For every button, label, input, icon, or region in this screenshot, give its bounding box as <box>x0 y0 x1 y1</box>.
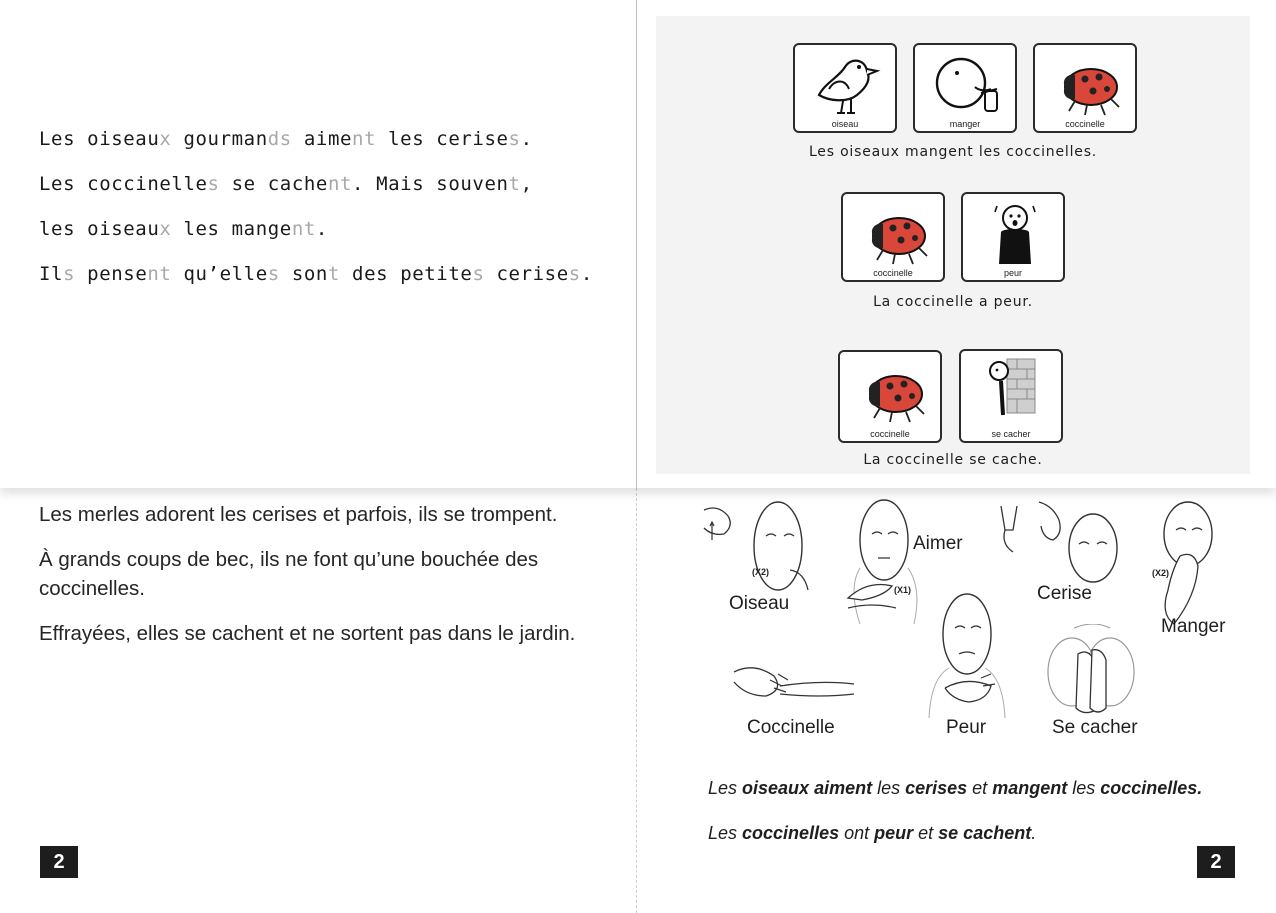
keyword: coccinelles <box>742 823 840 843</box>
text-segment: les mange <box>171 218 292 240</box>
text-segment: qu’elle <box>171 263 268 285</box>
text-segment: . <box>315 218 328 240</box>
keyword: peur <box>874 823 914 843</box>
silent-letters: t <box>508 173 521 195</box>
silent-letters: nt <box>327 173 353 195</box>
keyword: se cachent <box>938 823 1032 843</box>
sign-label-oiseau: Oiseau <box>729 593 790 614</box>
silent-letters: s <box>63 263 76 285</box>
keyword: coccinelles. <box>1100 778 1203 798</box>
text-segment: Les oiseau <box>39 128 160 150</box>
picto-caption: coccinelle <box>873 268 913 278</box>
picto-caption: coccinelle <box>870 429 910 439</box>
ladybug-icon <box>853 198 937 270</box>
text-segment: Les <box>708 778 743 798</box>
text-segment: . <box>580 263 593 285</box>
repeat-mark: (X2) <box>1152 568 1170 578</box>
picto-sentence-1: Les oiseaux mangent les coccinelles. <box>808 144 1098 160</box>
hiding-behind-wall-icon <box>971 355 1055 427</box>
text-segment: . <box>520 128 533 150</box>
silent-letters: s <box>207 173 220 195</box>
text-segment: et <box>967 778 993 798</box>
easy-read-text <box>39 125 593 305</box>
text-segment: cerise <box>484 263 569 285</box>
text-segment: et <box>913 823 939 843</box>
pictogram-panel <box>656 16 1250 474</box>
picto-sentence-2: La coccinelle a peur. <box>873 294 1033 310</box>
picto-card-coccinelle <box>841 192 945 282</box>
eating-person-icon <box>925 49 1009 121</box>
sign-manger-illustration <box>1150 500 1220 630</box>
summary-line-1 <box>708 778 1202 799</box>
sign-coccinelle-illustration <box>730 660 860 706</box>
page-divider <box>636 0 637 488</box>
silent-letters: nt <box>291 218 316 240</box>
picto-caption: manger <box>949 119 981 129</box>
text-segment: aime <box>291 128 353 150</box>
text-segment: son <box>279 263 328 285</box>
ladybug-icon <box>850 356 934 428</box>
page-number-right: 2 <box>1197 846 1235 878</box>
silent-letters: t <box>327 263 340 285</box>
silent-letters: ds <box>267 128 292 150</box>
ladybug-icon <box>1045 49 1129 121</box>
silent-letters: s <box>508 128 521 150</box>
picto-caption: peur <box>1003 268 1022 278</box>
repeat-mark: (X1) <box>894 585 912 595</box>
picto-card-se-cacher <box>959 349 1063 443</box>
picto-caption: se cacher <box>991 429 1031 439</box>
picto-caption: coccinelle <box>1065 119 1105 129</box>
sign-label-aimer: Aimer <box>913 533 963 554</box>
text-segment: les <box>872 778 906 798</box>
page-divider-dashed <box>636 488 637 913</box>
sign-label-se-cacher: Se cacher <box>1052 717 1138 738</box>
sign-peur-illustration <box>925 592 1015 718</box>
sign-cerise-illustration <box>995 500 1125 586</box>
keyword: mangent <box>992 778 1068 798</box>
text-segment: les cerise <box>376 128 509 150</box>
easy-read-line <box>39 125 593 170</box>
picto-card-oiseau <box>793 43 897 133</box>
text-segment: des petite <box>340 263 473 285</box>
story-text <box>39 500 619 664</box>
summary-line-2 <box>708 823 1036 844</box>
text-segment: se cache <box>219 173 328 195</box>
text-segment: , <box>520 173 533 195</box>
text-segment: Les coccinelle <box>39 173 208 195</box>
sign-label-cerise: Cerise <box>1037 583 1092 604</box>
picto-card-coccinelle <box>1033 43 1137 133</box>
picto-sentence-3: La coccinelle se cache. <box>863 452 1043 468</box>
text-segment: Les <box>708 823 743 843</box>
silent-letters: s <box>472 263 485 285</box>
text-segment: pense <box>75 263 148 285</box>
picto-caption: oiseau <box>831 119 859 129</box>
easy-read-line <box>39 170 593 215</box>
silent-letters: x <box>159 218 172 240</box>
bird-icon <box>805 49 889 121</box>
easy-read-line <box>39 260 593 305</box>
text-segment: ont <box>839 823 875 843</box>
sign-label-peur: Peur <box>946 717 987 738</box>
picto-card-coccinelle <box>838 350 942 443</box>
text-segment: les oiseau <box>39 218 160 240</box>
text-segment: . Mais souven <box>352 173 509 195</box>
sign-se-cacher-illustration <box>1044 624 1140 720</box>
story-paragraph: Les merles adorent les cerises et parfois, ils se trompent. <box>39 503 558 526</box>
sign-aimer-illustration <box>840 498 930 628</box>
repeat-mark: (X2) <box>752 567 770 577</box>
sign-oiseau-illustration <box>700 500 820 600</box>
scared-person-icon <box>973 198 1057 270</box>
page-number-left: 2 <box>40 846 78 878</box>
story-paragraph: À grands coups de bec, ils ne font qu’une bouchée des coccinelles. <box>39 548 539 600</box>
silent-letters: nt <box>352 128 377 150</box>
text-segment: gourman <box>171 128 268 150</box>
silent-letters: s <box>267 263 280 285</box>
picto-card-peur <box>961 192 1065 282</box>
text-segment: les <box>1067 778 1101 798</box>
sign-label-coccinelle: Coccinelle <box>747 717 835 738</box>
story-paragraph: Effrayées, elles se cachent et ne sortent pas dans le jardin. <box>39 622 576 645</box>
silent-letters: s <box>568 263 581 285</box>
sign-label-manger: Manger <box>1161 616 1226 637</box>
text-segment: . <box>1031 823 1037 843</box>
keyword: oiseaux aiment <box>742 778 873 798</box>
easy-read-line <box>39 215 593 260</box>
text-segment: Il <box>39 263 64 285</box>
picto-card-manger <box>913 43 1017 133</box>
silent-letters: x <box>159 128 172 150</box>
keyword: cerises <box>905 778 968 798</box>
silent-letters: nt <box>147 263 172 285</box>
